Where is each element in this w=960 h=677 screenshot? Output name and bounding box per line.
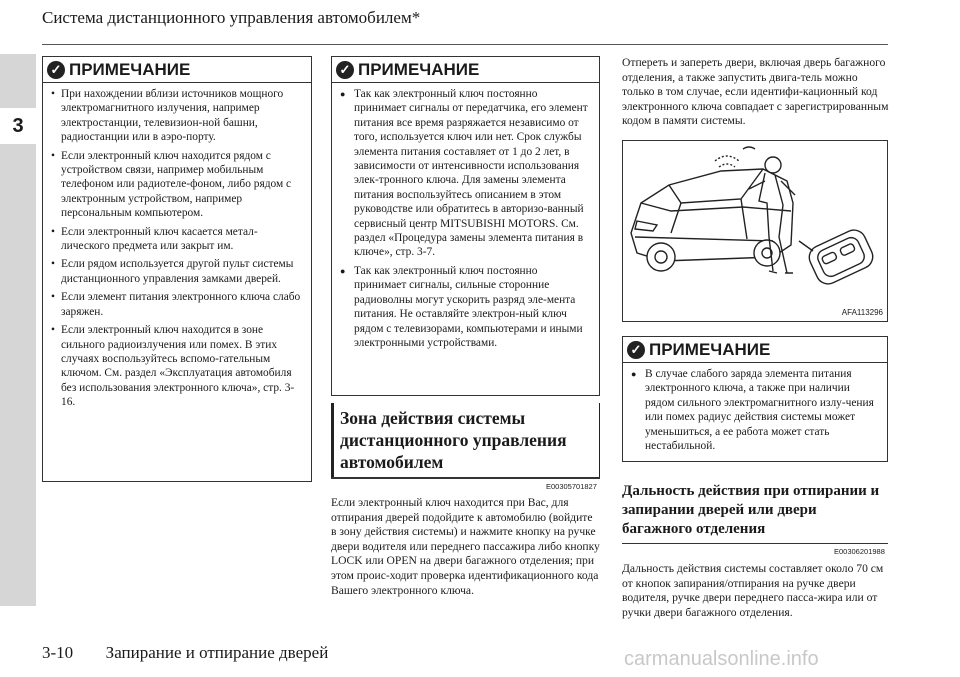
header-rule <box>42 44 888 45</box>
note-item: • При нахождении вблизи источников мощного электромагнитного излучения, например электростанции, телевизион-ной башни, радиостанции или в аэро-порту. <box>51 87 303 145</box>
note-heading <box>332 57 599 83</box>
note-heading-label: ПРИМЕЧАНИЕ <box>649 339 771 359</box>
doc-code: E00305701827 <box>546 482 597 491</box>
note-item: ● Так как электронный ключ постоянно принимает сигналы, сильные сторонние радиоволны могут ускорить разряд эле-мента питания. Не оставляйте электрон-ный ключ рядом с телевизорами, компьютерами и иными электронными устройствами. <box>340 264 591 350</box>
note-heading <box>43 57 311 83</box>
figure-code: AFA113296 <box>841 308 883 317</box>
note-body <box>623 363 887 461</box>
note-item: • Если электронный ключ находится в зоне сильного радиоизлучения или помех. В этих случаях воспользуйтесь вспомо-гательным ключом. См. раздел «Эксплуатация автомобиля без использования электронного ключа», стр. 3-16. <box>51 323 303 409</box>
section-title-rule <box>622 543 888 544</box>
chapter-tab: 3 <box>0 108 36 144</box>
note-heading <box>623 337 887 363</box>
page-number: 3-10 <box>42 643 74 662</box>
check-icon: ✓ <box>336 61 354 79</box>
intro-text: Отпереть и запереть двери, включая дверь багажного отделения, а также запустить двига-тель можно только в том случае, если идентифи-кационный код электронного ключа совпадает с зарегистрированным кодом в памяти системы. <box>622 56 889 128</box>
note-item: • Если электронный ключ касается метал-лического предмета или закрыт им. <box>51 225 303 254</box>
check-icon: ✓ <box>627 341 645 359</box>
note-heading-label: ПРИМЕЧАНИЕ <box>358 59 480 79</box>
section-body-text: Если электронный ключ находится при Вас, для отпирания дверей подойдите к автомобилю (войдите в зону действия системы) и нажмите кнопку на ручке двери водителя или переднего пассажира либо кнопку LOCK или OPEN на двери багажного отделения; при этом проис-ходит проверка идентификационного кода Вашего электронного ключа. <box>331 496 600 597</box>
note-box-left <box>42 56 312 482</box>
note-item: • Если электронный ключ находится рядом с устройством связи, например мобильным телефоном или радиотеле-фоном, либо рядом с электронным устройством, например персональным компьютером. <box>51 149 303 221</box>
note-item: • Если рядом используется другой пульт системы дистанционного управления замками дверей. <box>51 257 303 286</box>
watermark: carmanualsonline.info <box>624 648 819 670</box>
section-body-text: Дальность действия системы составляет около 70 см от кнопок запирания/отпирания на ручке двери водителя, ручке двери переднего пасса-жира или от ручки двери багажного отделения. <box>622 562 884 619</box>
section-title-range: Зона действия системы дистанционного управления автомобилем <box>331 403 600 477</box>
note-item: • Если элемент питания электронного ключа слабо заряжен. <box>51 290 303 319</box>
note-box-middle <box>331 56 600 396</box>
section-title-distance: Дальность действия при отпирании и запирании дверей или двери багажного отделения <box>622 483 880 537</box>
note-body <box>43 83 311 418</box>
note-item: ● Так как электронный ключ постоянно принимает сигналы от передатчика, его элемент питания все время разряжается независимо от того, используется ключ или нет. Срок службы элемента питания составляет от 1 до 2 лет, в зависимости от интенсивности использования элек-тронного ключа. Для замены элемента питания воспользуйтесь описанием в этом руководстве или обратитесь в авторизо-ванный сервисный центр MITSUBISHI MOTORS. См. раздел «Процедура замены элемента питания в ключе», стр. 3-7. <box>340 87 591 260</box>
check-icon: ✓ <box>47 61 65 79</box>
note-heading-label: ПРИМЕЧАНИЕ <box>69 59 191 79</box>
footer-title: Запирание и отпирание дверей <box>105 643 329 662</box>
car-person-illustration <box>623 141 887 321</box>
note-box-right <box>622 336 888 462</box>
note-body <box>332 83 599 358</box>
page-header-title: Система дистанционного управления автомобилем* <box>42 8 421 27</box>
doc-code: E00306201988 <box>834 547 885 556</box>
section-title-rule <box>331 477 600 479</box>
figure-car-key <box>622 140 888 322</box>
note-item: ● В случае слабого заряда элемента питания электронного ключа, а также при наличии рядом сильного электромагнитного излу-чения или помех радиус действия системы может уменьшиться, а ее работа может стать нестабильной. <box>631 367 879 453</box>
page-footer <box>42 643 328 663</box>
